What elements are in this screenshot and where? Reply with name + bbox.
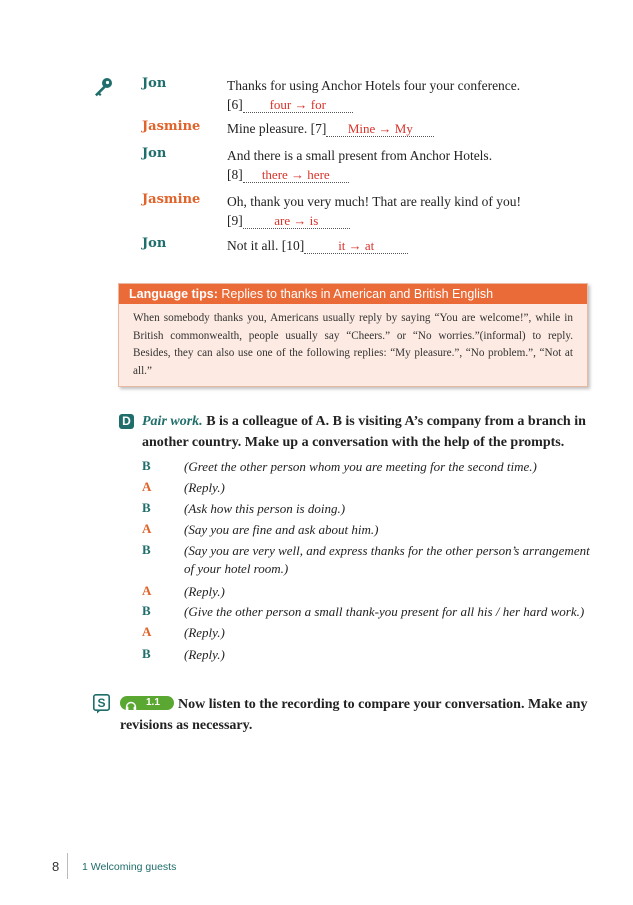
instruction-text: B is a colleague of A. B is visiting A’s company from a branch in another country. Make up a conversation with the help of the prompts.	[142, 414, 586, 450]
track-number: 1.1	[146, 697, 160, 708]
speaking-s-icon	[93, 694, 110, 714]
answer-blank: are → is	[243, 214, 350, 229]
prompt-speaker: B	[142, 646, 151, 661]
speaker-name: Jon	[142, 146, 167, 161]
speaker-name: Jasmine	[142, 119, 201, 134]
answer-blank: there → here	[243, 168, 349, 183]
prompt-text: (Say you are fine and ask about him.)	[184, 522, 379, 537]
answer-blank: Mine → My	[326, 122, 434, 137]
prompt-speaker: A	[142, 583, 152, 598]
prompt-text: (Ask how this person is doing.)	[184, 501, 346, 516]
pair-work-label: Pair work.	[142, 414, 203, 429]
page-number: 8	[52, 859, 60, 874]
dialogue-line: Thanks for using Anchor Hotels four your conference.	[227, 78, 521, 93]
blank-number: [9]	[227, 213, 243, 228]
chapter-title: 1 Welcoming guests	[82, 861, 177, 873]
dialogue-line: Mine pleasure. [7]	[227, 121, 327, 136]
footer-divider	[67, 853, 68, 879]
prompt-speaker: A	[142, 624, 152, 639]
prompt-speaker: A	[142, 521, 152, 536]
prompt-speaker: A	[142, 479, 152, 494]
speaker-name: Jasmine	[142, 192, 201, 207]
section-d-badge: D	[119, 414, 134, 429]
listen-instruction: Now listen to the recording to compare your conversation. Make any revisions as necessary.	[120, 697, 588, 733]
svg-text:S: S	[97, 696, 106, 710]
tips-label: Language tips:	[129, 287, 218, 301]
prompt-text: (Reply.)	[184, 480, 225, 495]
key-icon	[92, 76, 114, 98]
prompt-text: (Greet the other person whom you are meeting for the second time.)	[184, 459, 537, 474]
speaker-name: Jon	[142, 76, 167, 91]
language-tips-header	[119, 284, 587, 304]
prompt-text: (Reply.)	[184, 625, 225, 640]
language-tips-box	[118, 283, 588, 387]
dialogue-line: Oh, thank you very much! That are really kind of you!	[227, 194, 522, 209]
prompt-speaker: B	[142, 542, 151, 557]
dialogue-line: Not it all. [10]	[227, 238, 305, 253]
prompt-speaker: B	[142, 458, 151, 473]
prompt-speaker: B	[142, 603, 151, 618]
section-d-instruction	[142, 411, 592, 453]
answer-blank: it → at	[304, 239, 408, 254]
blank-number: [6]	[227, 97, 243, 112]
prompt-text: (Reply.)	[184, 647, 225, 662]
speaker-name: Jon	[142, 236, 167, 251]
prompt-text: (Give the other person a small thank-you present for all his / her hard work.)	[184, 604, 585, 619]
tips-title: Replies to thanks in American and British English	[221, 287, 494, 301]
prompt-text: (Reply.)	[184, 584, 225, 599]
prompt-speaker: B	[142, 500, 151, 515]
blank-number: [8]	[227, 167, 243, 182]
dialogue-line: And there is a small present from Anchor Hotels.	[227, 148, 493, 163]
answer-blank: four → for	[243, 98, 353, 113]
tips-body: When somebody thanks you, Americans usually reply by saying “You are welcome!”, while in British commonwealth, people usually say “Cheers.” or “No worries.”(informal) to reply. Besides, they can also use one of the following replies: “My pleasure.”, “No problem.”, “Not at all.”	[133, 312, 573, 377]
prompt-text: (Say you are very well, and express thanks for the other person’s arrangement of your hotel room.)	[184, 543, 590, 576]
